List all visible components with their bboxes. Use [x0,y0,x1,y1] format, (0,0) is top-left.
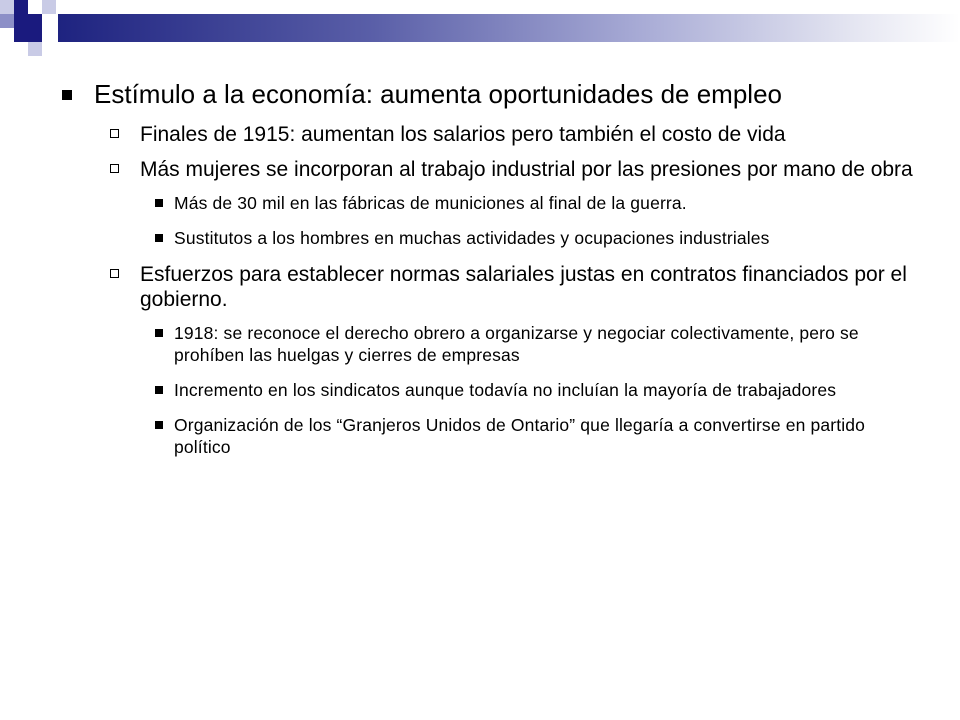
slide-content [60,78,920,471]
bullet-item-7 [60,322,920,366]
header-square-light-bottom [28,42,42,56]
header-square-light-top [0,0,14,14]
square-bullet-icon [155,421,163,429]
bullet-item-4 [60,192,920,214]
bullet-item-3 [60,157,920,182]
bullet-item-9 [60,414,920,458]
bullet-item-8 [60,379,920,401]
square-bullet-icon [62,90,72,100]
bullet-item-1 [60,78,920,110]
header-gradient-bar [58,14,960,42]
bullet-text: 1918: se reconoce el derecho obrero a organizarse y negociar colectivamente, pero se prohíben las huelgas y cierres de empresas [174,323,859,365]
header-square-light-right [42,0,56,14]
bullet-text: Estímulo a la economía: aumenta oportunidades de empleo [94,79,782,109]
bullet-text: Sustitutos a los hombres en muchas actividades y ocupaciones industriales [174,228,770,248]
bullet-item-2 [60,122,920,147]
header-square-navy-center [14,14,42,42]
square-bullet-icon [155,234,163,242]
bullet-text: Más mujeres se incorporan al trabajo industrial por las presiones por mano de obra [140,158,913,181]
hollow-square-bullet-icon [110,269,119,278]
square-bullet-icon [155,329,163,337]
hollow-square-bullet-icon [110,164,119,173]
hollow-square-bullet-icon [110,129,119,138]
bullet-text: Organización de los “Granjeros Unidos de Ontario” que llegaría a convertirse en partido político [174,415,866,457]
bullet-text: Esfuerzos para establecer normas salariales justas en contratos financiados por el gobierno. [140,263,907,311]
header-square-navy-top [14,0,28,14]
header-square-mid-left [0,14,14,28]
bullet-item-5 [60,227,920,249]
bullet-text: Más de 30 mil en las fábricas de municiones al final de la guerra. [174,193,687,213]
bullet-text: Finales de 1915: aumentan los salarios pero también el costo de vida [140,123,786,146]
bullet-text: Incremento en los sindicatos aunque todavía no incluían la mayoría de trabajadores [174,380,837,400]
square-bullet-icon [155,386,163,394]
bullet-item-6 [60,262,920,312]
square-bullet-icon [155,199,163,207]
